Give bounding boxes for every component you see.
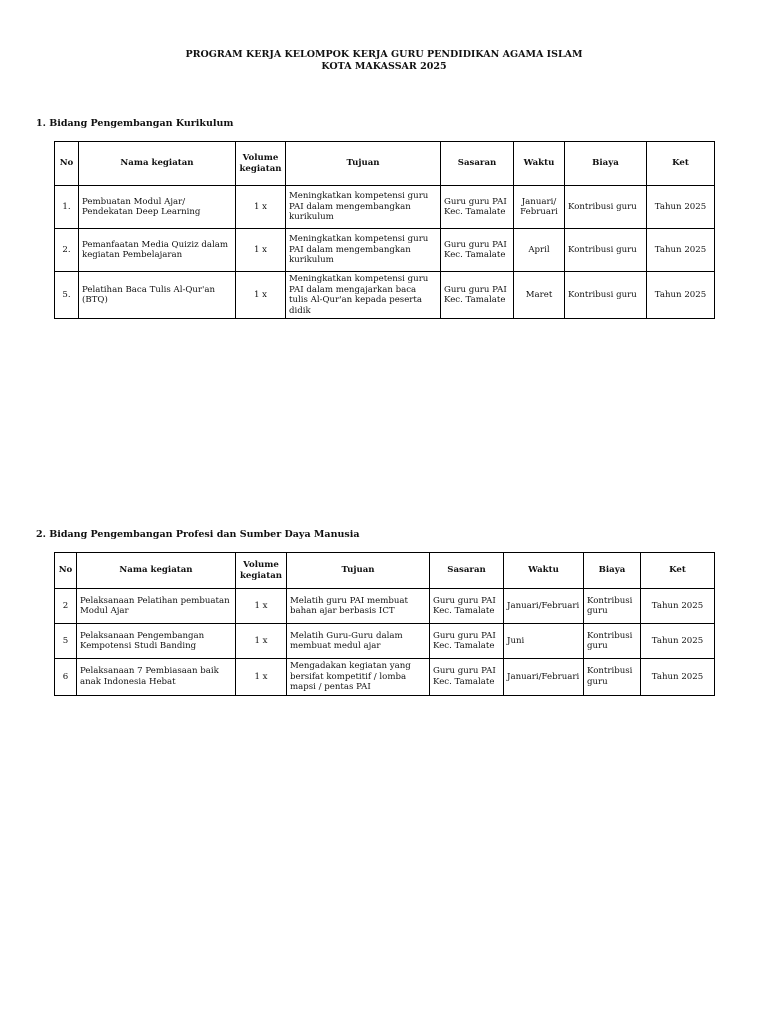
cell-ket: Tahun 2025 [641,589,715,624]
document-title [0,49,768,73]
cell-no: 1. [55,186,79,229]
cell-waktu: Januari/Februari [504,659,584,696]
cell-ket: Tahun 2025 [641,659,715,696]
table-row [55,589,715,624]
table-row [55,659,715,696]
column-header: No [55,553,77,589]
cell-volume: 1 x [236,272,286,319]
title-line-2: KOTA MAKASSAR 2025 [321,61,447,72]
cell-nama: Pelaksanaan 7 Pembiasaan baik anak Indonesia Hebat [77,659,236,696]
cell-biaya: Kontribusi guru [584,624,641,659]
table-row [55,229,715,272]
cell-sasaran: Guru guru PAI Kec. Tamalate [430,589,504,624]
column-header: Biaya [584,553,641,589]
column-header: Nama kegiatan [79,142,236,186]
column-header: Tujuan [287,553,430,589]
table-header-row [55,553,715,589]
cell-volume: 1 x [236,659,287,696]
column-header: Biaya [565,142,647,186]
column-header: Waktu [514,142,565,186]
cell-tujuan: Meningkatkan kompetensi guru PAI dalam mengembangkan kurikulum [286,229,441,272]
cell-waktu: Juni [504,624,584,659]
table-row [55,624,715,659]
cell-no: 6 [55,659,77,696]
column-header: No [55,142,79,186]
cell-no: 5 [55,624,77,659]
cell-ket: Tahun 2025 [647,186,715,229]
cell-tujuan: Meningkatkan kompetensi guru PAI dalam mengembangkan kurikulum [286,186,441,229]
column-header: Volume kegiatan [236,553,287,589]
cell-no: 5. [55,272,79,319]
cell-ket: Tahun 2025 [647,272,715,319]
cell-volume: 1 x [236,186,286,229]
cell-waktu: April [514,229,565,272]
cell-tujuan: Melatih guru PAI membuat bahan ajar berbasis ICT [287,589,430,624]
column-header: Tujuan [286,142,441,186]
cell-biaya: Kontribusi guru [584,659,641,696]
cell-sasaran: Guru guru PAI Kec. Tamalate [441,229,514,272]
section-2-heading: 2. Bidang Pengembangan Profesi dan Sumber Daya Manusia [36,529,360,540]
cell-biaya: Kontribusi guru [584,589,641,624]
cell-biaya: Kontribusi guru [565,186,647,229]
cell-waktu: Januari/Februari [504,589,584,624]
column-header: Sasaran [430,553,504,589]
cell-biaya: Kontribusi guru [565,272,647,319]
column-header: Nama kegiatan [77,553,236,589]
cell-tujuan: Meningkatkan kompetensi guru PAI dalam mengajarkan baca tulis Al-Qur'an kepada peserta didik [286,272,441,319]
table-header-row [55,142,715,186]
cell-volume: 1 x [236,624,287,659]
cell-waktu: Januari/ Februari [514,186,565,229]
column-header: Ket [647,142,715,186]
cell-sasaran: Guru guru PAI Kec. Tamalate [441,186,514,229]
table-row [55,272,715,319]
cell-volume: 1 x [236,229,286,272]
column-header: Ket [641,553,715,589]
column-header: Sasaran [441,142,514,186]
column-header: Volume kegiatan [236,142,286,186]
profession-development-table [54,552,715,696]
cell-volume: 1 x [236,589,287,624]
cell-tujuan: Melatih Guru-Guru dalam membuat medul ajar [287,624,430,659]
cell-nama: Pelatihan Baca Tulis Al-Qur'an (BTQ) [79,272,236,319]
cell-ket: Tahun 2025 [647,229,715,272]
cell-biaya: Kontribusi guru [565,229,647,272]
section-1-heading: 1. Bidang Pengembangan Kurikulum [36,118,234,129]
cell-waktu: Maret [514,272,565,319]
column-header: Waktu [504,553,584,589]
cell-no: 2. [55,229,79,272]
cell-sasaran: Guru guru PAI Kec. Tamalate [430,624,504,659]
cell-nama: Pemanfaatan Media Quiziz dalam kegiatan Pembelajaran [79,229,236,272]
title-line-1: PROGRAM KERJA KELOMPOK KERJA GURU PENDIDIKAN AGAMA ISLAM [185,49,583,60]
cell-ket: Tahun 2025 [641,624,715,659]
cell-nama: Pelaksanaan Pelatihan pembuatan Modul Ajar [77,589,236,624]
curriculum-table [54,141,715,319]
cell-sasaran: Guru guru PAI Kec. Tamalate [430,659,504,696]
table-row [55,186,715,229]
cell-nama: Pelaksanaan Pengembangan Kempotensi Studi Banding [77,624,236,659]
cell-nama: Pembuatan Modul Ajar/ Pendekatan Deep Learning [79,186,236,229]
cell-tujuan: Mengadakan kegiatan yang bersifat kompetitif / lomba mapsi / pentas PAI [287,659,430,696]
cell-no: 2 [55,589,77,624]
cell-sasaran: Guru guru PAI Kec. Tamalate [441,272,514,319]
